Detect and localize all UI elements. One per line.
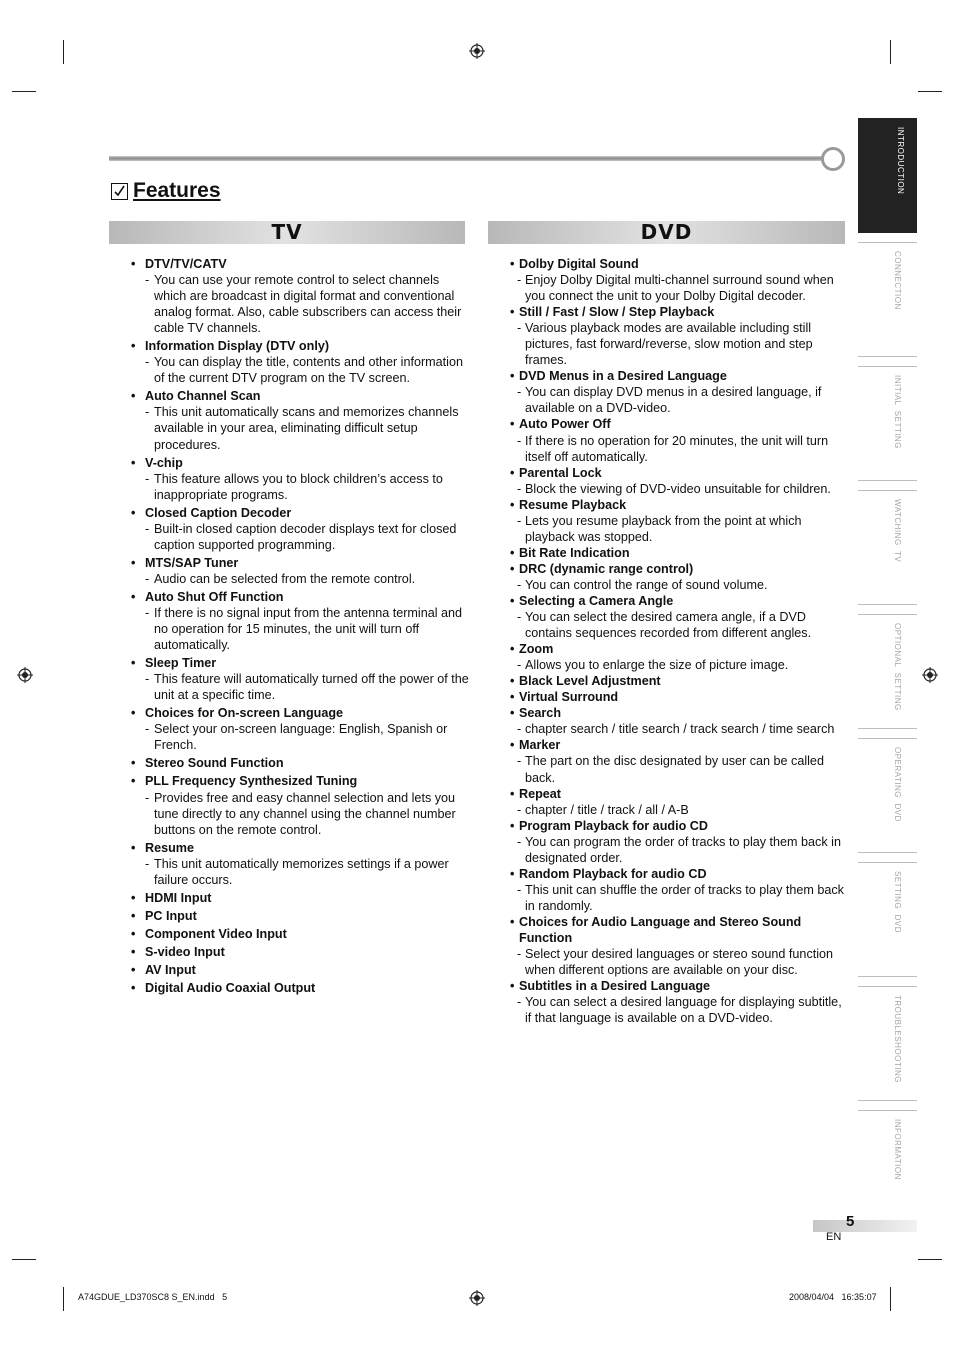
tv-column-header: TV <box>109 221 465 244</box>
registration-mark-icon <box>17 667 33 683</box>
feature-description: - If there is no operation for 20 minutes, the unit will turn itself off automatically. <box>510 433 850 465</box>
feature-item <box>131 926 471 942</box>
feature-item <box>131 980 471 996</box>
crop-mark <box>63 1287 64 1311</box>
feature-item <box>131 338 471 386</box>
feature-item <box>131 655 471 703</box>
side-tab[interactable] <box>858 242 917 357</box>
feature-item <box>510 866 850 914</box>
feature-title: • S-video Input <box>131 944 471 960</box>
side-tab[interactable] <box>858 986 917 1101</box>
feature-title: • Dolby Digital Sound <box>510 256 850 272</box>
feature-item <box>510 914 850 978</box>
feature-description: - Various playback modes are available including still pictures, fast forward/reverse, slow motion and step frames. <box>510 320 850 368</box>
feature-item <box>510 416 850 464</box>
feature-title: • Zoom <box>510 641 850 657</box>
feature-title: • Stereo Sound Function <box>131 755 471 771</box>
registration-mark-icon <box>922 667 938 683</box>
feature-item <box>510 978 850 1026</box>
registration-mark-icon <box>469 43 485 59</box>
registration-mark-icon <box>469 1290 485 1306</box>
feature-item <box>510 673 850 689</box>
feature-title: • V-chip <box>131 455 471 471</box>
feature-title: • Resume <box>131 840 471 856</box>
feature-description: - Allows you to enlarge the size of picture image. <box>510 657 850 673</box>
feature-title: • Parental Lock <box>510 465 850 481</box>
dvd-column-header: DVD <box>488 221 845 244</box>
feature-item <box>131 890 471 906</box>
feature-title: • Random Playback for audio CD <box>510 866 850 882</box>
feature-item <box>510 737 850 785</box>
feature-title: • Subtitles in a Desired Language <box>510 978 850 994</box>
feature-title: • Auto Shut Off Function <box>131 589 471 605</box>
feature-item <box>510 304 850 368</box>
feature-item <box>510 593 850 641</box>
feature-description: - You can display the title, contents and other information of the current DTV program on the TV screen. <box>131 354 471 386</box>
feature-item <box>510 786 850 818</box>
feature-description: - chapter search / title search / track search / time search <box>510 721 850 737</box>
side-tab-label: CONNECTION <box>893 251 902 310</box>
feature-item <box>510 818 850 866</box>
feature-item <box>510 561 850 593</box>
feature-description: - Enjoy Dolby Digital multi-channel surround sound when you connect the unit to your Dolby Digital decoder. <box>510 272 850 304</box>
side-tabs <box>858 118 918 1234</box>
feature-title: • Virtual Surround <box>510 689 850 705</box>
feature-description: - Audio can be selected from the remote control. <box>131 571 471 587</box>
feature-item <box>510 368 850 416</box>
feature-title: • Auto Power Off <box>510 416 850 432</box>
feature-item <box>131 755 471 771</box>
feature-item <box>131 256 471 336</box>
side-tab-label: INITIAL SETTING <box>893 375 902 449</box>
crop-mark <box>890 40 891 64</box>
feature-title: • Auto Channel Scan <box>131 388 471 404</box>
feature-title: • Still / Fast / Slow / Step Playback <box>510 304 850 320</box>
crop-mark <box>918 1259 942 1260</box>
feature-title: • Marker <box>510 737 850 753</box>
crop-mark <box>12 1259 36 1260</box>
section-heading <box>111 179 221 203</box>
header-rule-end-circle <box>821 147 845 171</box>
side-tab-label: SETTING DVD <box>893 871 902 934</box>
feature-title: • Selecting a Camera Angle <box>510 593 850 609</box>
feature-title: • Search <box>510 705 850 721</box>
feature-description: - The part on the disc designated by user can be called back. <box>510 753 850 785</box>
page-number: 5 <box>846 1213 855 1230</box>
feature-title: • DRC (dynamic range control) <box>510 561 850 577</box>
feature-title: • Information Display (DTV only) <box>131 338 471 354</box>
feature-description: - You can select a desired language for displaying subtitle, if that language is available on a DVD-video. <box>510 994 850 1026</box>
feature-item <box>131 773 471 837</box>
side-tab[interactable] <box>858 738 917 853</box>
feature-description: - You can control the range of sound volume. <box>510 577 850 593</box>
side-tab[interactable] <box>858 490 917 605</box>
feature-description: - Select your on-screen language: English, Spanish or French. <box>131 721 471 753</box>
feature-item <box>131 962 471 978</box>
side-tab-label: OPERATING DVD <box>893 747 902 822</box>
feature-item <box>510 465 850 497</box>
feature-title: • Black Level Adjustment <box>510 673 850 689</box>
feature-description: - You can display DVD menus in a desired language, if available on a DVD-video. <box>510 384 850 416</box>
feature-title: • Bit Rate Indication <box>510 545 850 561</box>
crop-mark <box>890 1287 891 1311</box>
feature-title: • Program Playback for audio CD <box>510 818 850 834</box>
feature-item <box>131 589 471 653</box>
page-language: EN <box>826 1231 842 1243</box>
page-title: Features <box>133 179 221 202</box>
check-icon <box>111 183 128 200</box>
footer-timestamp: 2008/04/04 16:35:07 <box>789 1292 877 1302</box>
feature-title: • Component Video Input <box>131 926 471 942</box>
feature-item <box>510 497 850 545</box>
feature-description: - This feature will automatically turned off the power of the unit at a specific time. <box>131 671 471 703</box>
feature-description: - Built-in closed caption decoder displays text for closed caption supported programming. <box>131 521 471 553</box>
footer-filename: A74GDUE_LD370SC8 S_EN.indd 5 <box>78 1292 228 1302</box>
feature-title: • Repeat <box>510 786 850 802</box>
feature-title: • DVD Menus in a Desired Language <box>510 368 850 384</box>
crop-mark <box>12 91 36 92</box>
side-tab[interactable] <box>858 366 917 481</box>
side-tab-label: INTRODUCTION <box>896 127 905 195</box>
feature-title: • Choices for Audio Language and Stereo Sound Function <box>510 914 850 946</box>
crop-mark <box>918 91 942 92</box>
feature-description: - You can select the desired camera angle, if a DVD contains sequences recorded from different angles. <box>510 609 850 641</box>
side-tab-label: INFORMATION <box>893 1119 902 1180</box>
side-tab[interactable] <box>858 862 917 977</box>
feature-description: - This feature allows you to block children’s access to inappropriate programs. <box>131 471 471 503</box>
feature-item <box>131 505 471 553</box>
crop-mark <box>63 40 64 64</box>
feature-title: • Sleep Timer <box>131 655 471 671</box>
feature-title: • PC Input <box>131 908 471 924</box>
header-rule <box>109 156 825 161</box>
feature-description: - This unit automatically memorizes settings if a power failure occurs. <box>131 856 471 888</box>
dvd-feature-list <box>510 256 850 1026</box>
feature-item <box>510 545 850 561</box>
feature-title: • AV Input <box>131 962 471 978</box>
feature-description: - Block the viewing of DVD-video unsuitable for children. <box>510 481 850 497</box>
feature-description: - If there is no signal input from the antenna terminal and no operation for 15 minutes, the unit will turn off automatically. <box>131 605 471 653</box>
feature-title: • Digital Audio Coaxial Output <box>131 980 471 996</box>
feature-description: - You can program the order of tracks to play them back in designated order. <box>510 834 850 866</box>
feature-title: • PLL Frequency Synthesized Tuning <box>131 773 471 789</box>
feature-description: - chapter / title / track / all / A-B <box>510 802 850 818</box>
feature-item <box>131 388 471 452</box>
feature-item <box>510 689 850 705</box>
feature-item <box>510 256 850 304</box>
feature-description: - This unit automatically scans and memorizes channels available in your area, eliminating difficult setup procedures. <box>131 404 471 452</box>
feature-item <box>131 555 471 587</box>
side-tab-label: WATCHING TV <box>893 499 902 563</box>
side-tab[interactable] <box>858 614 917 729</box>
side-tab[interactable] <box>858 1110 917 1225</box>
feature-description: - You can use your remote control to select channels which are broadcast in digital format and conventional analog format. Also, cable subscribers can access their cable TV channels. <box>131 272 471 336</box>
feature-item <box>131 705 471 753</box>
feature-item <box>131 908 471 924</box>
side-tab-label: OPTIONAL SETTING <box>893 623 902 711</box>
feature-item <box>510 641 850 673</box>
tv-feature-list <box>131 256 471 998</box>
feature-title: • Closed Caption Decoder <box>131 505 471 521</box>
feature-description: - Select your desired languages or stereo sound function when different options are available on your disc. <box>510 946 850 978</box>
feature-title: • Resume Playback <box>510 497 850 513</box>
feature-description: - This unit can shuffle the order of tracks to play them back in randomly. <box>510 882 850 914</box>
feature-title: • MTS/SAP Tuner <box>131 555 471 571</box>
side-tab-label: TROUBLESHOOTING <box>893 995 902 1083</box>
feature-description: - Lets you resume playback from the point at which playback was stopped. <box>510 513 850 545</box>
feature-item <box>510 705 850 737</box>
feature-description: - Provides free and easy channel selection and lets you tune directly to any channel using the channel number buttons on the remote control. <box>131 790 471 838</box>
feature-title: • DTV/TV/CATV <box>131 256 471 272</box>
side-tab[interactable] <box>858 118 917 233</box>
feature-title: • HDMI Input <box>131 890 471 906</box>
feature-title: • Choices for On-screen Language <box>131 705 471 721</box>
feature-item <box>131 840 471 888</box>
feature-item <box>131 455 471 503</box>
feature-item <box>131 944 471 960</box>
